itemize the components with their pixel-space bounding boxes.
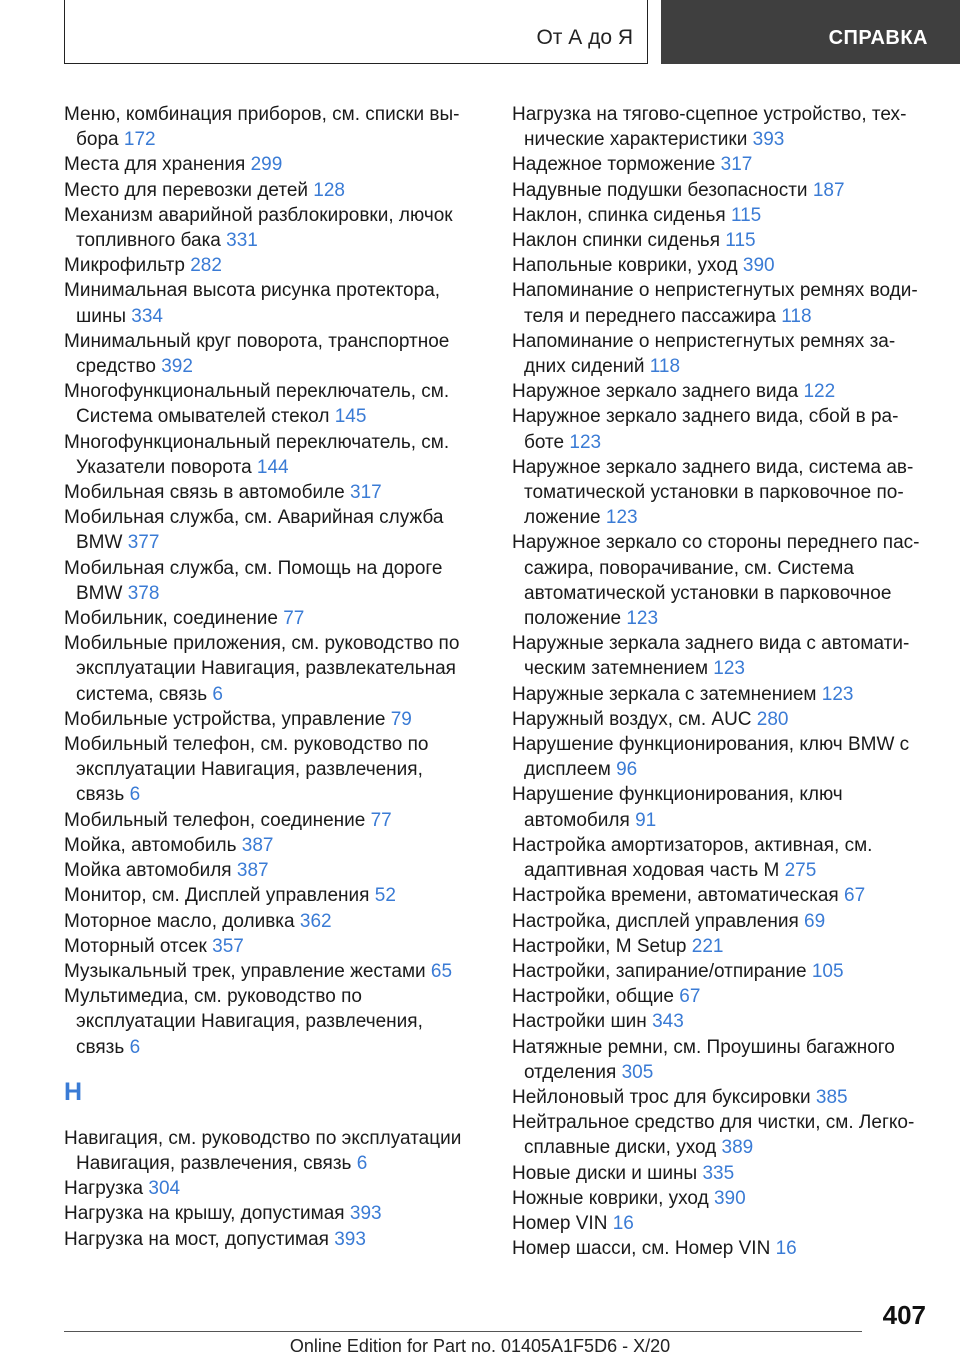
index-entry [512,1186,924,1211]
index-entry [512,228,924,253]
page-link[interactable]: 357 [212,935,244,957]
page-link[interactable]: 377 [127,532,160,554]
page-link[interactable]: 65 [430,960,453,982]
index-entry-text: Меню, комбинация приборов, см. списки выбора [64,104,460,151]
index-entry [512,1110,924,1160]
page-link[interactable]: 16 [775,1238,797,1260]
page-link[interactable]: 390 [742,255,775,277]
page-link[interactable]: 118 [781,305,812,327]
page-link[interactable]: 389 [721,1137,754,1159]
index-entry [512,152,924,177]
page-link[interactable]: 390 [713,1187,746,1209]
section-letter-heading: Н [64,1077,83,1106]
index-entry-text: Наружный воздух, см. AUC [512,708,752,730]
page-link[interactable]: 387 [236,860,269,882]
index-entry-text: Нейтральное средство для чистки, см. Легкосплавные диски, уход [512,1112,915,1159]
index-entry [512,1236,924,1261]
index-entry-text: Нагрузка на тягово-сцепное устройство, технические характеристики [512,104,907,151]
index-entry [512,278,924,328]
page-link[interactable]: 387 [241,834,274,856]
index-entry-text: Настройка, дисплей управления [512,910,799,932]
page-header [0,0,960,66]
page-link[interactable]: 128 [313,179,345,201]
index-entry-text: Наклон спинки сиденья [512,230,720,252]
page-link[interactable]: 105 [811,960,844,982]
index-entry [512,707,924,732]
page-link[interactable]: 280 [756,708,789,730]
page-link[interactable]: 122 [803,381,836,403]
index-entry-text: Нагрузка [64,1178,144,1200]
index-column-right [512,102,924,1261]
page-link[interactable]: 331 [226,230,258,252]
index-entry [512,934,924,959]
index-entry [512,833,924,883]
index-entry [512,782,924,832]
index-entry [512,329,924,379]
index-entry-text: Нагрузка на крышу, допустимая [64,1203,345,1225]
index-entry [512,102,924,152]
index-entry-text: Мобильный телефон, соединение [64,809,366,831]
page-link[interactable]: 145 [334,406,367,428]
index-entry-text: Моторное масло, доливка [64,910,295,932]
page-link[interactable]: 123 [821,683,854,705]
index-entry-text: Минимальный круг поворота, транспортное средство [64,330,450,378]
index-entry [512,883,924,908]
index-entry-text: Многофункциональный переключатель, см. Система омывателей стекол [64,381,450,428]
page-link[interactable]: 123 [713,658,745,680]
index-entry-text: Нарушение функционирования, ключ автомобиля [512,784,843,831]
chapter-tab[interactable] [661,0,960,64]
index-entry-text: Мобильный телефон, см. руководство по эксплуатации Навигация, развлечения, связь [64,734,429,806]
index-entry [64,1201,476,1226]
index-entry [64,1176,476,1201]
index-entry [64,556,476,606]
index-entry [64,505,476,555]
index-entry [64,203,476,253]
page-link[interactable]: 378 [127,582,160,604]
index-entry-text: Нагрузка на мост, допустимая [64,1228,329,1250]
page-link[interactable]: 343 [652,1011,684,1033]
index-entry [64,178,476,203]
page-link[interactable]: 385 [815,1086,848,1108]
index-entry [512,178,924,203]
chapter-tab-label: СПРАВКА [828,27,928,49]
index-entry [64,480,476,505]
page-link[interactable]: 392 [161,356,193,378]
page-link[interactable]: 393 [334,1228,366,1250]
index-entry [64,909,476,934]
index-entry-text: Нейлоновый трос для буксировки [512,1086,811,1108]
page-link[interactable]: 282 [190,255,222,277]
index-entry [64,253,476,278]
index-column-left [64,102,476,1252]
page-link[interactable]: 305 [621,1061,654,1083]
page-link[interactable]: 118 [649,356,681,378]
index-entry-text: Настройка времени, автоматическая [512,885,839,907]
page-link[interactable]: 334 [131,305,163,327]
index-entry [512,1161,924,1186]
index-entry-text: Надежное торможение [512,154,716,176]
index-entry-text: Механизм аварийной разблокировки, лючок топливного бака [64,204,453,252]
index-entry [64,732,476,808]
page-link[interactable]: 299 [250,154,283,176]
page-link[interactable]: 393 [349,1203,382,1225]
index-entry [64,152,476,177]
index-entry-text: Мойка автомобиля [64,860,232,882]
page-link[interactable]: 6 [129,784,141,806]
index-entry [512,1035,924,1085]
index-entry-text: Музыкальный трек, управление жестами [64,960,426,982]
index-entry-text: Напоминание о непристегнутых ремнях водителя и переднего пассажира [512,280,918,327]
index-entry [64,631,476,707]
page-link[interactable]: 6 [212,683,223,705]
index-entry-text: Мультимедиа, см. руководство по эксплуатации Навигация, развлечения, связь [64,986,423,1058]
index-entry [64,379,476,429]
index-entry-text: Место для перевозки детей [64,179,309,201]
index-entry [512,404,924,454]
index-entry [512,1009,924,1034]
page-link[interactable]: 67 [844,885,866,907]
index-entry-text: Наклон, спинка сиденья [512,204,726,226]
index-entry-text: Настройки, общие [512,986,674,1008]
page-link[interactable]: 317 [720,154,753,176]
page-link[interactable]: 115 [730,204,762,226]
index-entry [512,1085,924,1110]
index-entry-text: Наружное зеркало заднего вида, система автоматической установки в парковочное положение [512,456,914,529]
index-entry-text: Наружное зеркало заднего вида, сбой в работе [512,406,899,453]
index-entry-text: Наружные зеркала заднего вида с автоматическим затемнением [512,633,910,680]
page-number: 407 [882,1300,926,1330]
page-link[interactable]: 123 [626,608,659,630]
index-entry [64,984,476,1060]
index-entry [512,631,924,681]
index-entry-text: Номер шасси, см. Номер VIN [512,1238,771,1260]
index-entry-text: Новые диски и шины [512,1162,698,1184]
index-entry-text: Мобильные приложения, см. руководство по эксплуатации Навигация, развлекательная система, связь [64,633,460,705]
page-link[interactable]: 144 [256,456,289,478]
index-entry [64,707,476,732]
page-link[interactable]: 275 [784,860,817,882]
index-entry-text: Мобильная служба, см. Аварийная служба BMW [64,507,444,554]
index-entry-text: Настройки, M Setup [512,935,687,957]
page-link[interactable]: 52 [374,885,396,907]
page-link[interactable]: 393 [752,129,785,151]
page-link[interactable]: 123 [569,431,602,453]
page-link[interactable]: 335 [702,1162,735,1184]
page-link[interactable]: 221 [691,935,724,957]
page-link[interactable]: 304 [148,1178,181,1200]
page-link[interactable]: 187 [812,179,845,201]
page-link[interactable]: 77 [370,809,392,831]
index-entry [512,379,924,404]
index-entry [64,278,476,328]
index-entry [64,606,476,631]
index-entry [512,530,924,631]
index-entry [512,909,924,934]
index-entry [64,329,476,379]
index-entry-text: Места для хранения [64,154,246,176]
index-entry [512,1211,924,1236]
index-entry-text: Нарушение функционирования, ключ BMW с дисплеем [512,734,910,781]
index-entry-text: Мойка, автомобиль [64,834,237,856]
index-entry-text: Наружные зеркала с затемнением [512,683,817,705]
page-link[interactable]: 6 [356,1152,368,1174]
page-link[interactable]: 69 [804,910,826,932]
index-entry [512,732,924,782]
index-entry [512,984,924,1009]
page-link[interactable]: 115 [725,230,756,252]
index-entry [64,102,476,152]
index-entry-text: Мобильные устройства, управление [64,708,386,730]
page-link[interactable]: 67 [679,986,701,1008]
index-entry-text: Мобильник, соединение [64,608,278,630]
index-entry-text: Мобильная служба, см. Помощь на дороге BMW [64,557,443,604]
page-link[interactable]: 362 [299,910,332,932]
index-entry-text: Настройка амортизаторов, активная, см. адаптивная ходовая часть M [512,834,873,882]
page-link[interactable]: 6 [129,1036,141,1058]
index-entry-text: Мобильная связь в автомобиле [64,482,345,504]
index-entry-text: Надувные подушки безопасности [512,179,808,201]
index-entry [64,1126,476,1176]
page-link[interactable]: 91 [635,809,657,831]
index-entry-text: Настройки шин [512,1011,647,1033]
index-entry-text: Минимальная высота рисунка протектора, шины [64,280,441,327]
edition-footer: Online Edition for Part no. 01405A1F5D6 - X/20 [289,1336,671,1356]
index-entry [64,883,476,908]
index-entry [512,455,924,531]
index-entry [64,858,476,883]
index-entry-text: Номер VIN [512,1212,608,1234]
index-entry [64,934,476,959]
index-entry-text: Моторный отсек [64,935,207,957]
index-entry [64,833,476,858]
index-entry [64,430,476,480]
section-tab[interactable] [64,0,648,64]
page-link[interactable]: 16 [612,1212,634,1234]
page-link[interactable]: 79 [390,708,412,730]
index-entry-text: Наружное зеркало со стороны переднего пассажира, поворачивание, см. Система автоматической установки в парковочное положение [512,532,920,630]
page-link[interactable]: 77 [283,608,305,630]
index-entry-text: Ножные коврики, уход [512,1187,709,1209]
page-link[interactable]: 317 [350,482,382,504]
index-entry-text: Напоминание о непристегнутых ремнях задних сидений [512,330,896,378]
index-entry [64,959,476,984]
index-entry-text: Монитор, см. Дисплей управления [64,885,370,907]
index-entry-text: Наружное зеркало заднего вида [512,381,799,403]
index-entry [512,959,924,984]
footer-divider [64,1331,862,1332]
page-link[interactable]: 172 [123,129,156,151]
index-entry [64,1227,476,1252]
page-link[interactable]: 96 [616,759,638,781]
index-entry-text: Навигация, см. руководство по эксплуатации Навигация, развлечения, связь [64,1127,462,1174]
index-entry-text: Микрофильтр [64,255,185,277]
section-tab-label: От А до Я [536,26,633,49]
index-entry [512,682,924,707]
index-entry [512,253,924,278]
index-entry-text: Многофункциональный переключатель, см. Указатели поворота [64,431,450,478]
index-entry-text: Настройки, запирание/отпирание [512,960,807,982]
page-link[interactable]: 123 [605,507,638,529]
index-entry-text: Напольные коврики, уход [512,255,738,277]
index-entry [64,808,476,833]
index-entry-text: Натяжные ремни, см. Проушины багажного отделения [512,1036,895,1083]
index-entry [512,203,924,228]
